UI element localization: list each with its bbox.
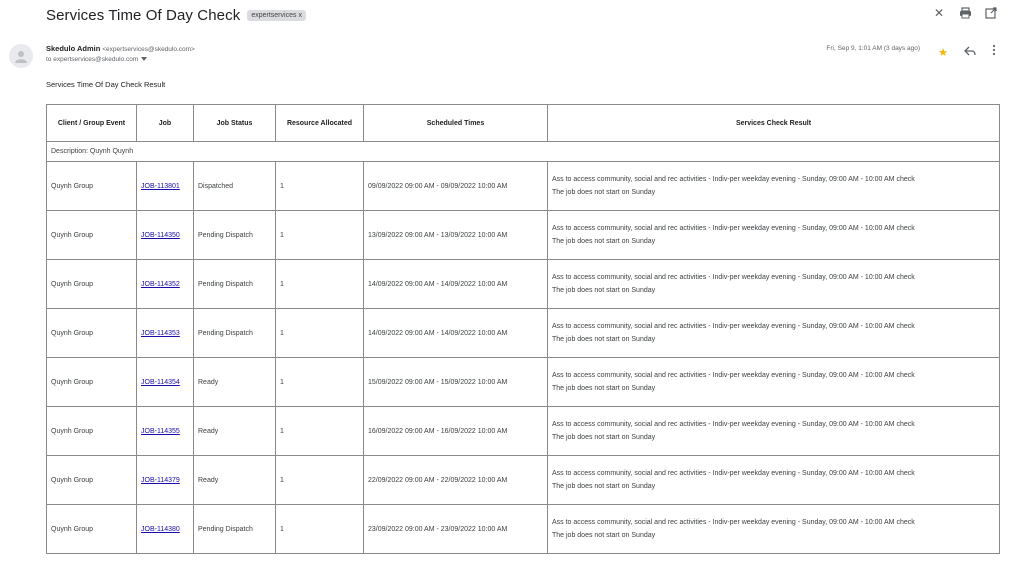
close-icon[interactable]: ✕ (933, 6, 945, 20)
column-header-job: Job (137, 105, 194, 142)
cell-times: 16/09/2022 09:00 AM - 16/09/2022 10:00 AM (364, 407, 548, 456)
table-row (47, 456, 1000, 505)
cell-resource: 1 (276, 211, 364, 260)
cell-client: Quynh Group (47, 358, 137, 407)
recipient-text: to expertservices@skedulo.com (46, 56, 139, 63)
table-row (47, 260, 1000, 309)
job-link[interactable]: JOB-114379 (141, 476, 180, 484)
result-outcome: The job does not start on Sunday (552, 385, 656, 392)
cell-job (137, 162, 194, 211)
cell-times: 09/09/2022 09:00 AM - 09/09/2022 10:00 AM (364, 162, 548, 211)
job-link[interactable]: JOB-113801 (141, 182, 180, 190)
job-link[interactable]: JOB-114355 (141, 427, 180, 435)
star-icon[interactable]: ★ (938, 46, 948, 59)
column-header-client: Client / Group Event (47, 105, 137, 142)
cell-status: Ready (194, 456, 276, 505)
cell-job (137, 211, 194, 260)
results-table (46, 104, 1000, 554)
label-remove-icon[interactable]: x (298, 11, 302, 19)
cell-status: Pending Dispatch (194, 260, 276, 309)
result-outcome: The job does not start on Sunday (552, 189, 656, 196)
cell-result (548, 505, 1000, 554)
result-detail: Ass to access community, social and rec activities - Indiv-per weekday evening - Sunday, 09:00 AM - 10:00 AM check (552, 225, 915, 232)
cell-resource: 1 (276, 456, 364, 505)
cell-times: 22/09/2022 09:00 AM - 22/09/2022 10:00 AM (364, 456, 548, 505)
cell-result (548, 260, 1000, 309)
cell-status: Pending Dispatch (194, 309, 276, 358)
result-detail: Ass to access community, social and rec activities - Indiv-per weekday evening - Sunday, 09:00 AM - 10:00 AM check (552, 519, 915, 526)
cell-times: 23/09/2022 09:00 AM - 23/09/2022 10:00 AM (364, 505, 548, 554)
print-icon[interactable] (958, 6, 972, 20)
label-chip[interactable] (247, 10, 306, 21)
table-row (47, 162, 1000, 211)
result-outcome: The job does not start on Sunday (552, 483, 656, 490)
table-row (47, 358, 1000, 407)
email-subject-row (46, 4, 306, 26)
cell-times: 13/09/2022 09:00 AM - 13/09/2022 10:00 AM (364, 211, 548, 260)
column-header-resource: Resource Allocated (276, 105, 364, 142)
cell-job (137, 358, 194, 407)
cell-result (548, 358, 1000, 407)
result-detail: Ass to access community, social and rec activities - Indiv-per weekday evening - Sunday, 09:00 AM - 10:00 AM check (552, 372, 915, 379)
table-row (47, 505, 1000, 554)
column-header-result: Services Check Result (548, 105, 1000, 142)
label-chip-text: expertservices (251, 11, 297, 19)
result-detail: Ass to access community, social and rec activities - Indiv-per weekday evening - Sunday, 09:00 AM - 10:00 AM check (552, 323, 915, 330)
results-table-wrapper (46, 104, 999, 554)
cell-job (137, 456, 194, 505)
result-outcome: The job does not start on Sunday (552, 336, 656, 343)
description-text: Description: Quynh Quynh (47, 142, 1000, 162)
cell-resource: 1 (276, 505, 364, 554)
sender-name[interactable]: Skedulo Admin (46, 44, 101, 53)
cell-result (548, 211, 1000, 260)
cell-job (137, 407, 194, 456)
result-outcome: The job does not start on Sunday (552, 287, 656, 294)
column-header-times: Scheduled Times (364, 105, 548, 142)
recipient-line[interactable] (46, 55, 195, 65)
cell-job (137, 505, 194, 554)
table-row (47, 309, 1000, 358)
cell-status: Dispatched (194, 162, 276, 211)
cell-client: Quynh Group (47, 407, 137, 456)
cell-times: 14/09/2022 09:00 AM - 14/09/2022 10:00 AM (364, 309, 548, 358)
cell-client: Quynh Group (47, 505, 137, 554)
sender-email: <expertservices@skedulo.com> (102, 46, 195, 53)
cell-result (548, 309, 1000, 358)
cell-resource: 1 (276, 309, 364, 358)
cell-client: Quynh Group (47, 309, 137, 358)
cell-resource: 1 (276, 358, 364, 407)
cell-resource: 1 (276, 260, 364, 309)
cell-status: Ready (194, 358, 276, 407)
result-outcome: The job does not start on Sunday (552, 238, 656, 245)
cell-job (137, 309, 194, 358)
cell-status: Pending Dispatch (194, 211, 276, 260)
table-header-row (47, 105, 1000, 142)
message-actions (938, 43, 996, 61)
result-detail: Ass to access community, social and rec activities - Indiv-per weekday evening - Sunday, 09:00 AM - 10:00 AM check (552, 470, 915, 477)
job-link[interactable]: JOB-114350 (141, 231, 180, 239)
result-outcome: The job does not start on Sunday (552, 532, 656, 539)
cell-resource: 1 (276, 407, 364, 456)
job-link[interactable]: JOB-114380 (141, 525, 180, 533)
job-link[interactable]: JOB-114354 (141, 378, 180, 386)
result-detail: Ass to access community, social and rec activities - Indiv-per weekday evening - Sunday, 09:00 AM - 10:00 AM check (552, 274, 915, 281)
description-row (47, 142, 1000, 162)
table-row (47, 407, 1000, 456)
cell-status: Pending Dispatch (194, 505, 276, 554)
person-avatar-icon[interactable] (9, 44, 33, 68)
cell-status: Ready (194, 407, 276, 456)
top-actions (932, 6, 998, 20)
cell-client: Quynh Group (47, 456, 137, 505)
more-vertical-icon[interactable] (992, 43, 996, 61)
cell-resource: 1 (276, 162, 364, 211)
column-header-status: Job Status (194, 105, 276, 142)
result-detail: Ass to access community, social and rec activities - Indiv-per weekday evening - Sunday, 09:00 AM - 10:00 AM check (552, 176, 915, 183)
job-link[interactable]: JOB-114352 (141, 280, 180, 288)
job-link[interactable]: JOB-114353 (141, 329, 180, 337)
cell-client: Quynh Group (47, 211, 137, 260)
cell-client: Quynh Group (47, 162, 137, 211)
open-in-new-window-icon[interactable] (984, 6, 998, 20)
result-detail: Ass to access community, social and rec activities - Indiv-per weekday evening - Sunday, 09:00 AM - 10:00 AM check (552, 421, 915, 428)
message-date: Fri, Sep 9, 1:01 AM (3 days ago) (826, 45, 920, 52)
email-subject: Services Time Of Day Check (46, 6, 241, 24)
table-row (47, 211, 1000, 260)
cell-job (137, 260, 194, 309)
cell-times: 15/09/2022 09:00 AM - 15/09/2022 10:00 AM (364, 358, 548, 407)
sender-block (46, 44, 195, 65)
cell-times: 14/09/2022 09:00 AM - 14/09/2022 10:00 AM (364, 260, 548, 309)
email-body-intro: Services Time Of Day Check Result (46, 80, 166, 89)
result-outcome: The job does not start on Sunday (552, 434, 656, 441)
chevron-down-icon[interactable] (141, 55, 147, 65)
cell-result (548, 407, 1000, 456)
cell-result (548, 162, 1000, 211)
reply-icon[interactable] (964, 43, 976, 61)
cell-result (548, 456, 1000, 505)
cell-client: Quynh Group (47, 260, 137, 309)
